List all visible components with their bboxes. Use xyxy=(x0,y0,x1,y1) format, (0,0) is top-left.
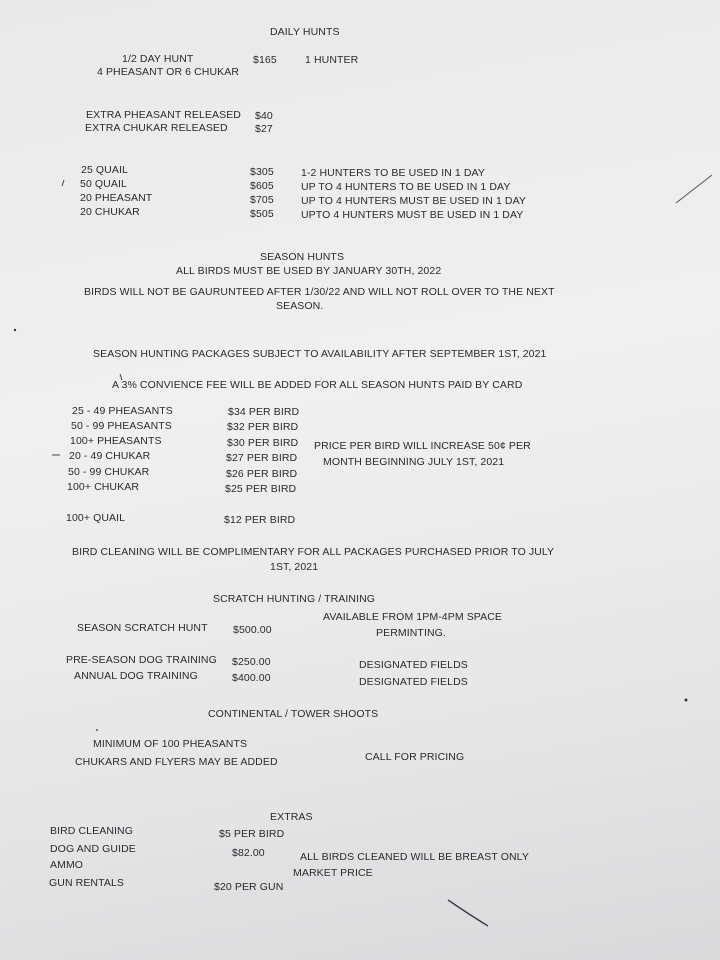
season-rate-price: $32 PER BIRD xyxy=(227,421,299,433)
preseason-training-label: PRE-SEASON DOG TRAINING xyxy=(66,654,217,666)
price-increase-line2: MONTH BEGINNING JULY 1ST, 2021 xyxy=(323,456,505,468)
season-rate-price: $25 PER BIRD xyxy=(225,483,297,495)
pen-stroke xyxy=(448,900,488,926)
season-rate-label: 50 - 99 PHEASANTS xyxy=(71,420,172,432)
season-rate-price: $30 PER BIRD xyxy=(227,437,299,449)
extras-breast-note: ALL BIRDS CLEANED WILL BE BREAST ONLY xyxy=(300,851,529,863)
season-warning-line1: BIRDS WILL NOT BE GAURUNTEED AFTER 1/30/22 AND WILL NOT ROLL OVER TO THE NEXT xyxy=(84,286,555,298)
half-day-hunt-note: 1 HUNTER xyxy=(305,54,359,66)
extras-cleaning-label: BIRD CLEANING xyxy=(50,825,133,837)
package-label: 20 PHEASANT xyxy=(80,192,153,204)
season-rate-price: $27 PER BIRD xyxy=(226,452,298,464)
season-scratch-label: SEASON SCRATCH HUNT xyxy=(77,622,208,634)
annual-training-note: DESIGNATED FIELDS xyxy=(359,676,468,688)
price-increase-line1: PRICE PER BIRD WILL INCREASE 50¢ PER xyxy=(314,440,531,452)
season-rate-price: $26 PER BIRD xyxy=(226,468,298,480)
season-deadline: ALL BIRDS MUST BE USED BY JANUARY 30TH, 2022 xyxy=(176,265,442,277)
annual-training-label: ANNUAL DOG TRAINING xyxy=(74,670,198,682)
half-day-hunt-birds: 4 PHEASANT OR 6 CHUKAR xyxy=(97,66,240,78)
season-rate-label: 100+ CHUKAR xyxy=(67,481,140,493)
pen-stroke xyxy=(676,175,712,203)
half-day-hunt-price: $165 xyxy=(253,54,277,66)
extras-title: EXTRAS xyxy=(270,811,313,823)
package-note: UP TO 4 HUNTERS TO BE USED IN 1 DAY xyxy=(301,181,511,193)
package-label: 20 CHUKAR xyxy=(80,206,140,218)
ink-dot xyxy=(96,729,98,731)
quail-label: 100+ QUAIL xyxy=(66,512,126,524)
package-label: 25 QUAIL xyxy=(81,164,128,176)
package-price: $305 xyxy=(250,166,274,178)
extra-chukar-price: $27 xyxy=(255,123,273,135)
daily-hunts-title: DAILY HUNTS xyxy=(270,26,340,38)
package-note: UP TO 4 HUNTERS MUST BE USED IN 1 DAY xyxy=(301,195,527,207)
extras-guide-price: $82.00 xyxy=(232,847,265,859)
season-rate-price: $34 PER BIRD xyxy=(228,406,300,418)
scratch-availability-line2: PERMINTING. xyxy=(376,627,446,639)
ink-dot xyxy=(14,329,16,331)
preseason-training-note: DESIGNATED FIELDS xyxy=(359,659,468,671)
quail-price: $12 PER BIRD xyxy=(224,514,296,526)
continental-title: CONTINENTAL / TOWER SHOOTS xyxy=(208,708,379,720)
package-price: $705 xyxy=(250,194,274,206)
pen-stroke xyxy=(62,180,64,186)
extras-guide-label: DOG AND GUIDE xyxy=(50,843,136,855)
cleaning-promo-line2: 1ST, 2021 xyxy=(270,561,319,573)
cleaning-promo-line1: BIRD CLEANING WILL BE COMPLIMENTARY FOR ALL PACKAGES PURCHASED PRIOR TO JULY xyxy=(72,546,555,558)
continental-pricing-note: CALL FOR PRICING xyxy=(365,751,465,763)
continental-minimum: MINIMUM OF 100 PHEASANTS xyxy=(93,738,248,750)
season-rate-label: 20 - 49 CHUKAR xyxy=(69,450,151,462)
season-hunts-title: SEASON HUNTS xyxy=(260,251,345,263)
package-price: $605 xyxy=(250,180,274,192)
preseason-training-price: $250.00 xyxy=(232,656,271,668)
extra-pheasant-price: $40 xyxy=(255,110,273,122)
scratch-availability-line1: AVAILABLE FROM 1PM-4PM SPACE xyxy=(323,611,503,623)
season-warning-line2: SEASON. xyxy=(276,300,324,312)
season-card-fee: A 3% CONVIENCE FEE WILL BE ADDED FOR ALL SEASON HUNTS PAID BY CARD xyxy=(112,379,523,391)
annual-training-price: $400.00 xyxy=(232,672,271,684)
extras-cleaning-price: $5 PER BIRD xyxy=(219,828,285,840)
ink-dot xyxy=(685,699,688,702)
season-rate-label: 100+ PHEASANTS xyxy=(70,435,162,447)
extra-pheasant-label: EXTRA PHEASANT RELEASED xyxy=(86,109,241,121)
package-label: 50 QUAIL xyxy=(80,178,127,190)
season-scratch-price: $500.00 xyxy=(233,624,272,636)
pen-stroke xyxy=(120,374,122,380)
season-availability: SEASON HUNTING PACKAGES SUBJECT TO AVAILABILITY AFTER SEPTEMBER 1ST, 2021 xyxy=(93,348,547,360)
scratch-hunting-title: SCRATCH HUNTING / TRAINING xyxy=(213,593,376,605)
package-note: 1-2 HUNTERS TO BE USED IN 1 DAY xyxy=(301,167,485,179)
season-rate-label: 50 - 99 CHUKAR xyxy=(68,466,150,478)
extra-chukar-label: EXTRA CHUKAR RELEASED xyxy=(85,122,228,134)
extras-ammo-price: MARKET PRICE xyxy=(293,867,373,879)
half-day-hunt-label: 1/2 DAY HUNT xyxy=(122,53,194,65)
continental-addons: CHUKARS AND FLYERS MAY BE ADDED xyxy=(75,756,278,768)
package-note: UPTO 4 HUNTERS MUST BE USED IN 1 DAY xyxy=(301,209,524,221)
extras-gun-price: $20 PER GUN xyxy=(214,881,284,893)
extras-gun-label: GUN RENTALS xyxy=(49,877,124,889)
extras-ammo-label: AMMO xyxy=(50,859,84,871)
package-price: $505 xyxy=(250,208,274,220)
season-rate-label: 25 - 49 PHEASANTS xyxy=(72,405,173,417)
